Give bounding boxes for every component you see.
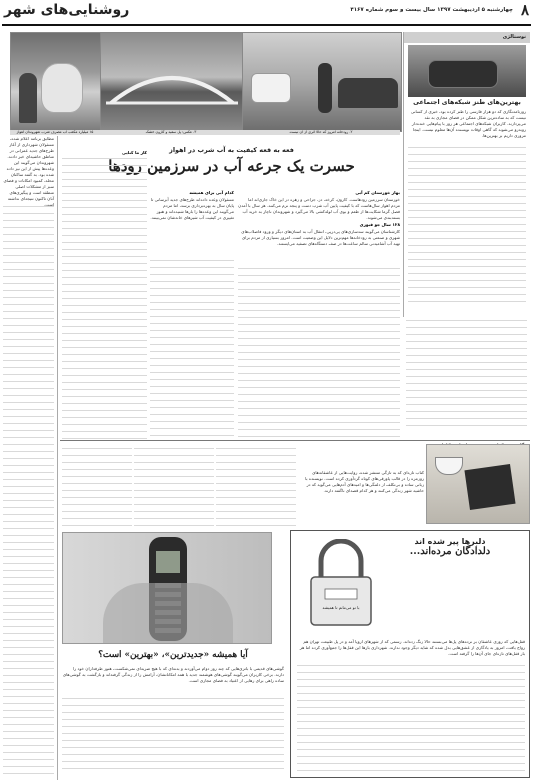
nostalgia-kicker: نوستالژی	[502, 34, 526, 40]
masthead	[0, 0, 533, 26]
main-story-headline: حسرت یک جرعه آب در سرزمین رودها	[108, 157, 355, 175]
main-story-text-lines	[238, 268, 400, 440]
top-right-body	[404, 109, 530, 305]
bridge-arch-drawing	[101, 33, 243, 131]
page-number: ۸	[520, 1, 529, 19]
photo-water-bottles	[10, 32, 102, 132]
car-thumb	[428, 60, 498, 88]
section-title: روشنایی‌های شهر	[4, 2, 130, 18]
lock-story-paragraph: قفل‌هایی که روزی عاشقان بر نرده‌های پل‌ها می‌بستند حالا زنگ زده‌اند. رسمی که از شهرهای اروپا آمد و در پل طبیعت تهران هم رواج یافت، امروز به یادگاری از عشق‌هایی بدل شده که شاید دیگر وجود ندارند. شهرداری بارها این قفل‌ها را جمع‌آوری کرده اما هر بار قفل‌های تازه‌ای جای آن‌ها را گرفته است.	[299, 639, 525, 656]
top-right-headline: بهترین‌های طنز شبکه‌های اجتماعی	[413, 99, 521, 106]
main-story-paragraph: مسئولان وعده داده‌اند طرح‌های جدید آبرسانی تا پایان سال به بهره‌برداری برسد، اما مردم می‌گویند این وعده‌ها را بارها شنیده‌اند و هنوز تغییری در کیفیت آب شیرهای خانه‌شان نمی‌بینند.	[150, 197, 234, 220]
photo-flooded-street	[242, 32, 402, 132]
main-story-subhead: کار ما کنایی	[121, 150, 147, 155]
teacup-shape	[435, 457, 463, 475]
phone-text-lines	[62, 698, 284, 770]
padlock-icon	[299, 539, 383, 631]
section-divider	[60, 440, 530, 441]
nostalgia-kicker-bar	[404, 32, 530, 43]
main-story-col-middle	[150, 190, 234, 440]
main-story-text-lines	[150, 260, 234, 440]
lock-story-text	[297, 639, 525, 775]
book-story-paragraph: کتاب تازه‌ای که به تازگی منتشر شده، روایت‌هایی از عاشقانه‌های روزمره را در قالب پاورقی‌های کوتاه گردآوری کرده است. نویسنده با زبانی ساده و بی‌تکلف از دلتنگی‌ها و امیدهای آدم‌هایی می‌گوید که در حاشیه شهر زندگی می‌کنند و هر کدام قصه‌ای ناگفته دارند.	[305, 470, 424, 493]
main-story-subhead: ۱۲۸ سال جو قبوری	[359, 222, 400, 227]
top-right-continuation	[406, 320, 527, 430]
main-story-kicker: فعه به قعه کیفیت به آب شرب در اهواز	[169, 146, 294, 154]
photo-white-bridge	[100, 32, 244, 132]
phone-screenshot-thumb	[408, 45, 526, 97]
lock-text-lines	[297, 665, 525, 775]
book-story-text	[300, 470, 424, 530]
padlock-label: با تو می‌مانم تا همیشه	[322, 605, 360, 610]
left-strip-text-lines	[3, 206, 54, 776]
left-strip	[0, 136, 58, 780]
continuation-text-lines	[406, 320, 527, 430]
left-strip-paragraph: مطابق برنامه اعلام شده، مسئولان شهرداری از آغاز طرح‌های جدید عمرانی در مناطق حاشیه‌ای خبر دادند. شهروندان می‌گویند این وعده‌ها پیش از این نیز داده شده بود. به گفته ساکنان محله، کمبود امکانات و فضای سبز از مشکلات اصلی منطقه است و پیگیری‌های آنان تاکنون نتیجه‌ای نداشته است.	[3, 136, 54, 207]
masthead-rule	[2, 24, 531, 26]
mid-text-lines	[62, 448, 132, 528]
photo-caption-3: ۲. رودخانه امروز که حالا اثری از آن نیست	[242, 130, 400, 135]
phone-story-paragraph: گوشی‌های قدیمی با باتری‌هایی که چند روز دوام می‌آوردند و بدنه‌ای که با هیچ ضربه‌ای نمی‌شکست، هنوز طرفداران خود را دارند. برخی کاربران می‌گویند گوشی‌های هوشمند جدید با همه امکاناتشان، آرامش را از زندگی گرفته‌اند و بازگشت به گوشی‌های ساده راهی برای رهایی از اعتیاد به فضای مجازی است.	[62, 666, 284, 683]
mid-column-1	[216, 448, 296, 528]
red-car-shape	[338, 78, 398, 108]
person-umbrella	[318, 63, 332, 113]
mid-column-3	[62, 448, 132, 528]
main-story-subhead: کدام آبی برای همیشه	[189, 190, 234, 195]
water-bottle-shape	[41, 63, 83, 113]
phone-photo	[62, 532, 272, 644]
date-line: چهارشنبه ۵ اردیبهشت ۱۳۹۷ سال بیست و سوم شماره ۴۱۶۷	[350, 7, 513, 13]
car-shape	[251, 73, 291, 103]
padlock-illustration	[299, 539, 383, 631]
phone-story-headline: آیا همیشه «جدیدترین»، «بهترین» است؟	[98, 650, 248, 660]
person-silhouette	[19, 73, 37, 123]
main-story-col-right	[238, 190, 400, 440]
main-story-col-left	[62, 150, 147, 440]
lock-story-box	[290, 530, 530, 778]
main-story-paragraph: خوزستان سرزمین رودهاست. کارون، کرخه، دز، جراحی و زهره در این خاک جاری‌اند اما مردم اهواز سال‌هاست که با کیفیت پایین آب شرب دست و پنجه نرم می‌کنند. هر سال با آمدن فصل گرما شکایت‌ها از طعم و بوی آب لوله‌کشی بالا می‌گیرد و شهروندان ناچار به خرید آب بسته‌بندی می‌شوند.	[238, 197, 400, 220]
mid-column-2	[134, 448, 214, 528]
photo-caption-1: ۱۵ میلیارد مکعب آب مصرف شرب شهروندان اهواز	[10, 130, 100, 135]
lock-story-headline-2: دلدادگان مرده‌اند...	[409, 546, 491, 557]
hand-shape	[103, 583, 233, 644]
main-story-text-lines	[62, 158, 147, 440]
top-right-column	[403, 32, 530, 317]
top-right-text-lines	[408, 147, 526, 305]
book-photo	[426, 444, 530, 524]
main-story-subhead: بهار خوزستان کم آبی	[355, 190, 400, 195]
lock-story-headline-1: دلبرها پیر شده اند	[414, 537, 486, 546]
top-right-paragraph: روزنامه‌نگاری که دو هزار فارسی را طنز کرده بود، خبری از کسانی نیست که به ساده‌ترین شکل ممکن در فضای مجازی به نقد می‌پردازند. کاربران شبکه‌های اجتماعی هر روز با پیام‌هایی خنده‌دار روبه‌رو می‌شوند که گاهی اوقات نویسنده آن‌ها معلوم نیست. اینجا مروری داریم بر بهترین‌ها.	[410, 109, 526, 138]
book-cover-shape	[464, 464, 515, 510]
mid-lower-column	[276, 534, 288, 778]
mid-text-lines	[216, 448, 296, 528]
photo-caption-2: ۳. عکس: پل سفید و کارون خشک	[100, 130, 242, 135]
phone-story	[62, 648, 284, 778]
main-story-paragraph: کارشناسان می‌گویند سدسازی‌های پی‌درپی، انتقال آب به استان‌های دیگر و ورود فاضلاب‌های شهری و صنعتی به رودخانه‌ها مهم‌ترین دلایل این وضعیت است. امروز بسیاری از مردم برای تهیه آب آشامیدنی سالم ساعت‌ها در صف دستگاه‌های تصفیه می‌ایستند.	[241, 229, 400, 246]
mid-text-lines	[134, 448, 214, 528]
left-strip-text	[0, 136, 57, 776]
phone-story-text	[62, 666, 284, 770]
phone-screen	[156, 551, 180, 573]
